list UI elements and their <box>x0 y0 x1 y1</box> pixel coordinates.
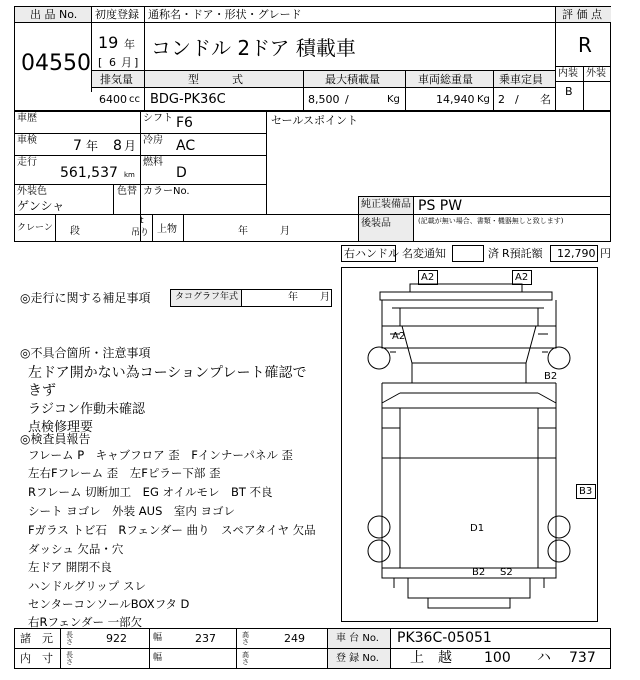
gross-weight-label: 車両総重量 <box>418 73 473 86</box>
aftermarket-note: (記載が無い場合、書類・機器無しと致します) <box>418 217 564 225</box>
report-line: Rフレーム 切断加工 EG オイルモレ BT 不良 <box>28 485 273 499</box>
equipment-value: PS PW <box>418 198 463 214</box>
damage-mark-a2-front-right: A2 <box>512 270 532 285</box>
inspection-year: 7 <box>73 138 82 154</box>
tacho-label: タコグラフ年式 <box>175 292 239 302</box>
chassis-value: PK36C-05051 <box>397 630 492 646</box>
report-line: センターコンソールBOXフタ D <box>28 597 190 611</box>
damage-mark-d1: D1 <box>470 523 485 534</box>
first-reg-year-unit: 年 <box>124 38 135 51</box>
crane-hanging-label: 吊り <box>131 228 150 238</box>
height-label: 高さ <box>242 631 249 646</box>
tacho-year: 年 <box>288 292 298 303</box>
first-reg-year: 19 <box>98 33 119 52</box>
supplement-label: ◎走行に関する補足事項 <box>20 291 151 305</box>
fuel-label: 燃料 <box>143 157 163 168</box>
shift-label: シフト <box>143 113 173 124</box>
reg-label: 登 録 No. <box>336 653 379 664</box>
equip-month-label: 月 <box>280 226 290 237</box>
displacement-unit: cc <box>129 94 140 105</box>
interior-width-label: 幅 <box>153 653 163 663</box>
aftermarket-label: 後装品 <box>361 218 391 229</box>
defect-line: ラジコン作動未確認 <box>28 402 146 417</box>
vehicle-name: コンドル 2ドア 積載車 <box>151 36 356 60</box>
capacity-label: 乗車定員 <box>499 73 543 86</box>
tacho-month: 月 <box>320 292 330 303</box>
grade-label: 評 価 点 <box>562 8 602 21</box>
inspection-label: 車検 <box>17 135 37 146</box>
max-load-label: 最大積載量 <box>325 73 380 86</box>
displacement-label: 排気量 <box>100 73 133 86</box>
first-reg-month: 6 <box>109 56 116 69</box>
defect-line: 点検修理要 <box>28 420 94 435</box>
interior-dims-label: 内 寸 <box>20 652 53 665</box>
lot-label: 出 品 No. <box>30 8 78 21</box>
length-value: 922 <box>106 632 127 645</box>
recycle-yen: 円 <box>600 247 611 260</box>
recycle-amount: 12,790 <box>557 247 596 260</box>
gross-weight-unit: Kg <box>477 94 490 105</box>
height-value: 249 <box>284 632 305 645</box>
interior-grade: B <box>565 85 573 98</box>
report-line: フレーム P キャブフロア 歪 Fインナーパネル 歪 <box>28 448 293 462</box>
color-value: ゲンシャ <box>17 199 65 213</box>
model-value: BDG-PK36C <box>150 92 226 107</box>
exterior-label: 外装 <box>586 68 606 79</box>
damage-mark-a2-front-left: A2 <box>418 270 438 285</box>
truck-outline-drawing <box>342 268 597 621</box>
defects-title: ◎不具合箇所・注意事項 <box>20 346 151 360</box>
inspection-year-unit: 年 <box>86 139 99 153</box>
max-load-sep: / <box>345 93 349 106</box>
first-reg-month-unit: 月 <box>121 56 132 69</box>
reg-number: 737 <box>569 650 596 666</box>
color-change-label: 色替 <box>117 186 137 197</box>
damage-mark-b2-rear: B2 <box>472 567 486 578</box>
report-line: ダッシュ 欠品・穴 <box>28 542 124 556</box>
damage-mark-a2-cab: A2 <box>392 331 406 342</box>
length-label: 長さ <box>66 631 73 646</box>
mileage-label: 走行 <box>17 157 37 168</box>
crane-stage-label: 段 <box>70 226 80 237</box>
shift-value: F6 <box>176 115 193 131</box>
crane-ton-label: t <box>140 216 144 226</box>
ac-label: 冷房 <box>143 135 163 146</box>
mileage-value: 561,537 <box>60 165 118 181</box>
defect-line: きず <box>28 383 56 399</box>
interior-height-label: 高さ <box>242 651 249 666</box>
reg-area: 上 越 <box>410 650 452 666</box>
history-label: 車歴 <box>17 113 37 124</box>
max-load-unit: Kg <box>387 94 400 105</box>
crane-label: クレーン <box>17 223 53 233</box>
change-notice-label: 名変通知 <box>402 247 446 260</box>
grade-value: R <box>578 33 592 57</box>
mileage-unit: km <box>124 171 135 179</box>
vehicle-diagram <box>341 267 598 622</box>
reg-class: 100 <box>484 650 511 666</box>
width-value: 237 <box>195 632 216 645</box>
interior-length-label: 長さ <box>66 651 73 666</box>
damage-mark-b2-side: B2 <box>544 371 558 382</box>
defect-line: 左ドア開かない為コーションプレート確認で <box>28 365 307 381</box>
report-line: 右Rフェンダー 一部欠 <box>28 615 143 629</box>
equip-label: 上物 <box>157 224 177 235</box>
report-line: ハンドルグリップ スレ <box>28 579 146 593</box>
fuel-value: D <box>176 165 187 181</box>
lot-number: 04550 <box>21 51 91 76</box>
dims-label: 諸 元 <box>20 632 53 645</box>
ac-value: AC <box>176 138 196 154</box>
equip-year-label: 年 <box>238 226 248 237</box>
model-label: 型 式 <box>188 73 243 86</box>
displacement: 6400 <box>99 93 127 106</box>
gross-weight: 14,940 <box>436 93 475 106</box>
report-line: 左ドア 開閉不良 <box>28 560 112 574</box>
max-load: 8,500 <box>308 93 340 106</box>
change-notice-status: 済 <box>488 247 499 260</box>
width-label: 幅 <box>153 633 163 643</box>
chassis-label: 車 台 No. <box>336 633 379 644</box>
interior-label: 内装 <box>558 68 578 79</box>
capacity: 2 <box>498 93 505 106</box>
first-reg-label: 初度登録 <box>95 8 139 21</box>
name-label: 通称名・ドア・形状・グレード <box>148 8 302 21</box>
sales-point-label: セールスポイント <box>271 114 359 127</box>
report-line: 左右Fフレーム 歪 左Fピラー下部 歪 <box>28 466 221 480</box>
capacity-sep: / <box>515 93 519 106</box>
inspection-month-unit: 月 <box>124 139 137 153</box>
reg-kana: ハ <box>537 650 551 666</box>
report-line: Fガラス トビ石 Rフェンダー 曲り スペアタイヤ 欠品 <box>28 523 316 537</box>
color-code-label: カラーNo. <box>143 186 190 197</box>
inspection-month: 8 <box>113 138 122 154</box>
damage-mark-s2: S2 <box>500 567 513 578</box>
capacity-unit: 名 <box>540 93 551 106</box>
change-notice-box <box>452 245 484 262</box>
report-title: ◎検査員報告 <box>20 432 91 446</box>
handle-value: 右ハンドル <box>344 247 399 260</box>
recycle-label: R預託額 <box>502 247 543 260</box>
damage-mark-b3: B3 <box>576 484 596 499</box>
equipment-label: 純正装備品 <box>361 199 411 210</box>
color-label: 外装色 <box>17 186 47 197</box>
report-line: シート ヨゴレ 外装 AUS 室内 ヨゴレ <box>28 504 236 518</box>
